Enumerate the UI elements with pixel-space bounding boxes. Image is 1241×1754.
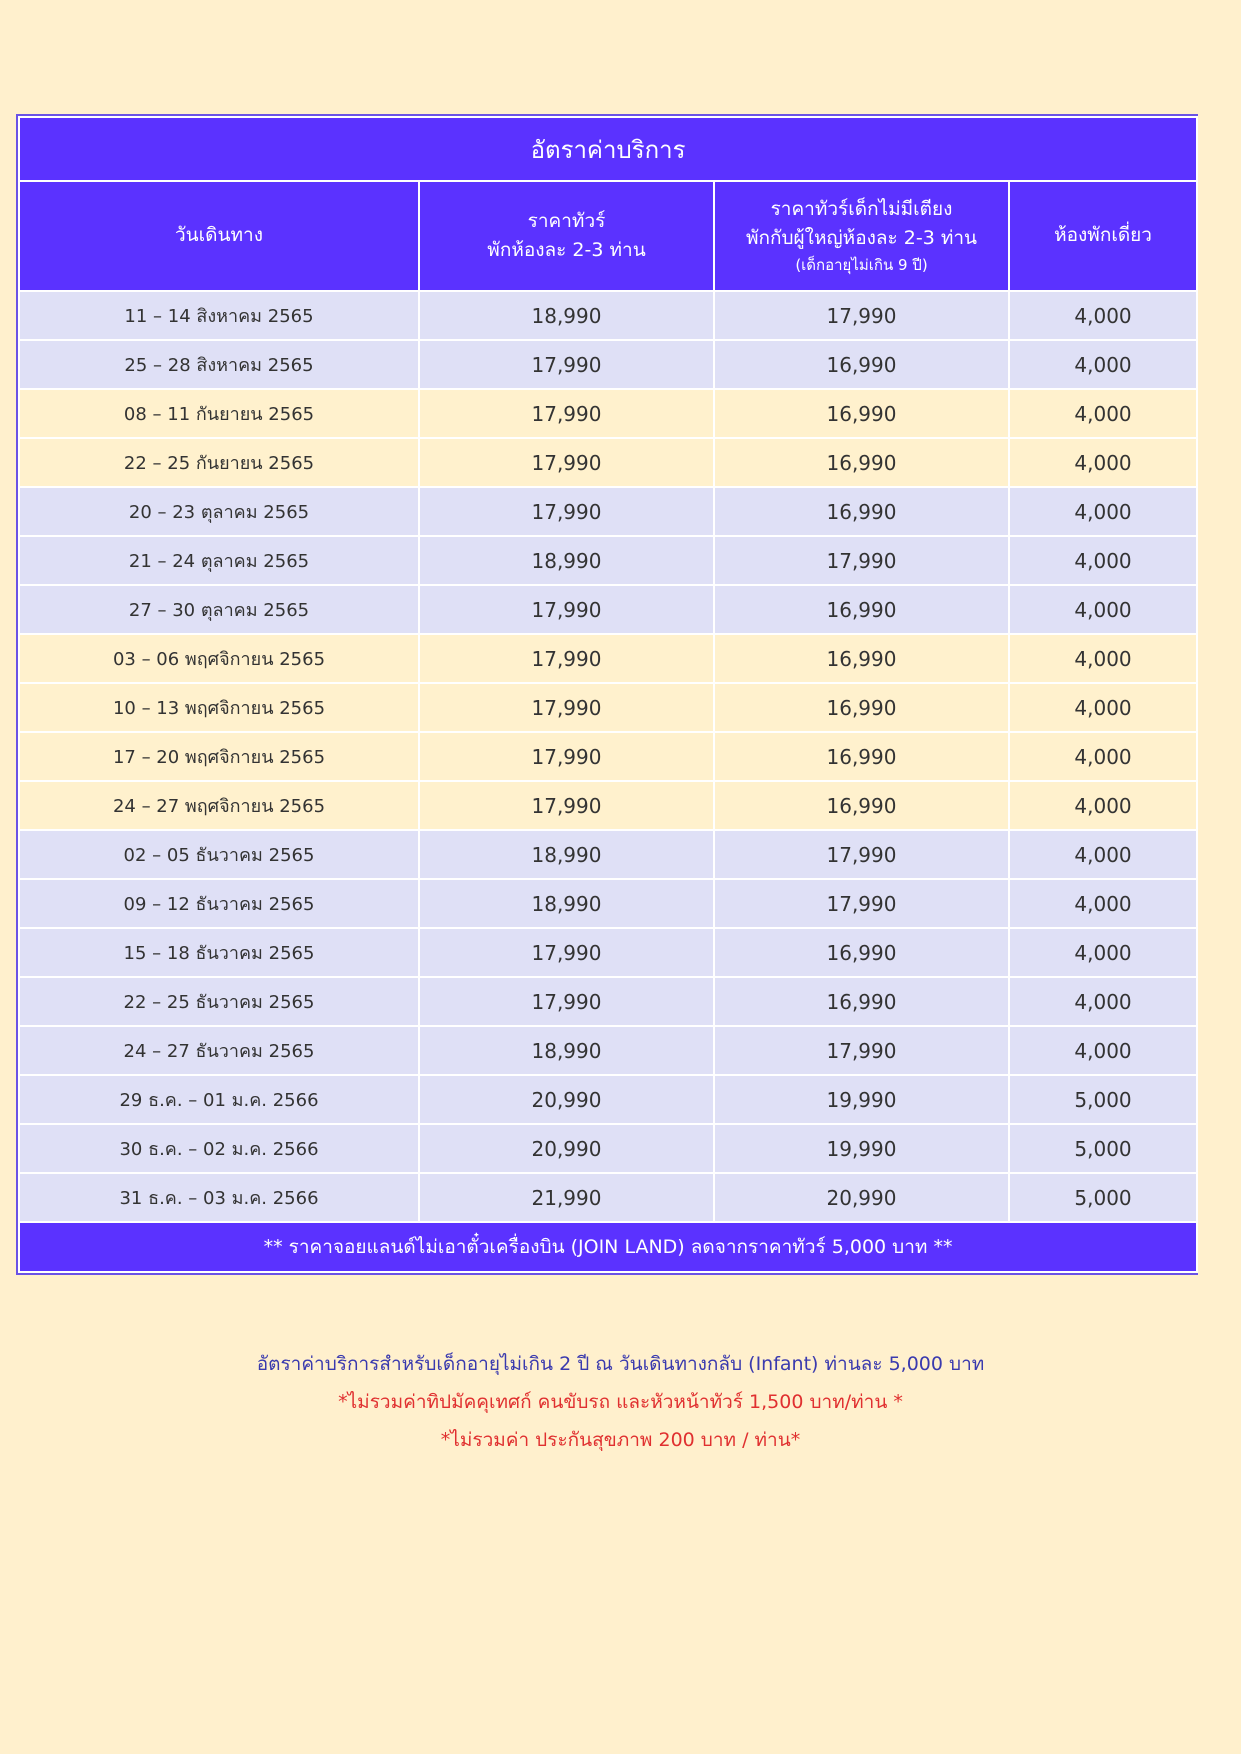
header-adult-line2: พักห้องละ 2-3 ท่าน bbox=[487, 239, 646, 261]
notes-section bbox=[0, 1345, 1241, 1459]
child-price-cell: 16,990 bbox=[714, 438, 1009, 487]
table-row bbox=[19, 1124, 1197, 1173]
single-room-cell: 4,000 bbox=[1009, 487, 1197, 536]
date-cell: 30 ธ.ค. – 02 ม.ค. 2566 bbox=[19, 1124, 419, 1173]
date-cell: 08 – 11 กันยายน 2565 bbox=[19, 389, 419, 438]
header-adult-line1: ราคาทัวร์ bbox=[527, 209, 606, 232]
child-price-cell: 16,990 bbox=[714, 585, 1009, 634]
table-row bbox=[19, 732, 1197, 781]
child-price-cell: 17,990 bbox=[714, 291, 1009, 340]
date-cell: 22 – 25 ธันวาคม 2565 bbox=[19, 977, 419, 1026]
table-row bbox=[19, 879, 1197, 928]
single-room-cell: 4,000 bbox=[1009, 781, 1197, 830]
adult-price-cell: 17,990 bbox=[419, 634, 714, 683]
table-row bbox=[19, 1075, 1197, 1124]
adult-price-cell: 17,990 bbox=[419, 585, 714, 634]
table-title: อัตราค่าบริการ bbox=[19, 117, 1197, 181]
single-room-cell: 5,000 bbox=[1009, 1075, 1197, 1124]
date-cell: 27 – 30 ตุลาคม 2565 bbox=[19, 585, 419, 634]
table-footer-row bbox=[19, 1222, 1197, 1272]
table-row bbox=[19, 389, 1197, 438]
child-price-cell: 17,990 bbox=[714, 879, 1009, 928]
date-cell: 15 – 18 ธันวาคม 2565 bbox=[19, 928, 419, 977]
insurance-exclusion-note: *ไม่รวมค่า ประกันสุขภาพ 200 บาท / ท่าน* bbox=[440, 1429, 801, 1451]
adult-price-cell: 18,990 bbox=[419, 879, 714, 928]
single-room-cell: 5,000 bbox=[1009, 1124, 1197, 1173]
header-date: วันเดินทาง bbox=[19, 181, 419, 291]
date-cell: 20 – 23 ตุลาคม 2565 bbox=[19, 487, 419, 536]
child-price-cell: 16,990 bbox=[714, 781, 1009, 830]
child-price-cell: 17,990 bbox=[714, 536, 1009, 585]
table-body bbox=[19, 291, 1197, 1222]
adult-price-cell: 17,990 bbox=[419, 732, 714, 781]
join-land-note: ** ราคาจอยแลนด์ไม่เอาตั๋วเครื่องบิน (JOIN LAND) ลดจากราคาทัวร์ 5,000 บาท ** bbox=[19, 1222, 1197, 1272]
header-single-room: ห้องพักเดี่ยว bbox=[1009, 181, 1197, 291]
adult-price-cell: 17,990 bbox=[419, 389, 714, 438]
adult-price-cell: 17,990 bbox=[419, 438, 714, 487]
single-room-cell: 4,000 bbox=[1009, 340, 1197, 389]
adult-price-cell: 18,990 bbox=[419, 291, 714, 340]
date-cell: 22 – 25 กันยายน 2565 bbox=[19, 438, 419, 487]
single-room-cell: 4,000 bbox=[1009, 389, 1197, 438]
single-room-cell: 4,000 bbox=[1009, 634, 1197, 683]
table-row bbox=[19, 438, 1197, 487]
header-child-line3: (เด็กอายุไม่เกิน 9 ปี) bbox=[795, 255, 928, 274]
adult-price-cell: 17,990 bbox=[419, 487, 714, 536]
date-cell: 21 – 24 ตุลาคม 2565 bbox=[19, 536, 419, 585]
table-row bbox=[19, 340, 1197, 389]
table-row bbox=[19, 781, 1197, 830]
single-room-cell: 4,000 bbox=[1009, 928, 1197, 977]
tip-exclusion-note: *ไม่รวมค่าทิปมัคคุเทศก์ คนขับรถ และหัวหน้าทัวร์ 1,500 บาท/ท่าน * bbox=[338, 1391, 903, 1413]
child-price-cell: 19,990 bbox=[714, 1075, 1009, 1124]
table-row bbox=[19, 291, 1197, 340]
adult-price-cell: 17,990 bbox=[419, 781, 714, 830]
single-room-cell: 4,000 bbox=[1009, 1026, 1197, 1075]
header-child-line2: พักกับผู้ใหญ่ห้องละ 2-3 ท่าน bbox=[745, 227, 978, 250]
date-cell: 10 – 13 พฤศจิกายน 2565 bbox=[19, 683, 419, 732]
date-cell: 31 ธ.ค. – 03 ม.ค. 2566 bbox=[19, 1173, 419, 1222]
adult-price-cell: 17,990 bbox=[419, 928, 714, 977]
child-price-cell: 16,990 bbox=[714, 389, 1009, 438]
single-room-cell: 4,000 bbox=[1009, 585, 1197, 634]
child-price-cell: 16,990 bbox=[714, 340, 1009, 389]
adult-price-cell: 18,990 bbox=[419, 1026, 714, 1075]
single-room-cell: 4,000 bbox=[1009, 683, 1197, 732]
table-row bbox=[19, 928, 1197, 977]
single-room-cell: 5,000 bbox=[1009, 1173, 1197, 1222]
table-row bbox=[19, 977, 1197, 1026]
date-cell: 11 – 14 สิงหาคม 2565 bbox=[19, 291, 419, 340]
table-title-row bbox=[19, 117, 1197, 181]
adult-price-cell: 21,990 bbox=[419, 1173, 714, 1222]
child-price-cell: 16,990 bbox=[714, 487, 1009, 536]
single-room-cell: 4,000 bbox=[1009, 879, 1197, 928]
single-room-cell: 4,000 bbox=[1009, 830, 1197, 879]
adult-price-cell: 20,990 bbox=[419, 1075, 714, 1124]
date-cell: 24 – 27 พฤศจิกายน 2565 bbox=[19, 781, 419, 830]
table-row bbox=[19, 1173, 1197, 1222]
price-table bbox=[18, 116, 1198, 1273]
child-price-cell: 16,990 bbox=[714, 977, 1009, 1026]
table-row bbox=[19, 634, 1197, 683]
single-room-cell: 4,000 bbox=[1009, 536, 1197, 585]
table-row bbox=[19, 1026, 1197, 1075]
price-table-container bbox=[16, 114, 1198, 1275]
header-adult-price bbox=[419, 181, 714, 291]
child-price-cell: 16,990 bbox=[714, 683, 1009, 732]
single-room-cell: 4,000 bbox=[1009, 732, 1197, 781]
adult-price-cell: 20,990 bbox=[419, 1124, 714, 1173]
table-row bbox=[19, 585, 1197, 634]
header-child-price bbox=[714, 181, 1009, 291]
date-cell: 09 – 12 ธันวาคม 2565 bbox=[19, 879, 419, 928]
infant-price-note: อัตราค่าบริการสำหรับเด็กอายุไม่เกิน 2 ปี ณ วันเดินทางกลับ (Infant) ท่านละ 5,000 บาท bbox=[256, 1353, 985, 1375]
table-row bbox=[19, 487, 1197, 536]
adult-price-cell: 18,990 bbox=[419, 830, 714, 879]
table-header-row bbox=[19, 181, 1197, 291]
child-price-cell: 20,990 bbox=[714, 1173, 1009, 1222]
single-room-cell: 4,000 bbox=[1009, 438, 1197, 487]
child-price-cell: 16,990 bbox=[714, 928, 1009, 977]
child-price-cell: 17,990 bbox=[714, 1026, 1009, 1075]
table-row bbox=[19, 830, 1197, 879]
child-price-cell: 19,990 bbox=[714, 1124, 1009, 1173]
date-cell: 24 – 27 ธันวาคม 2565 bbox=[19, 1026, 419, 1075]
single-room-cell: 4,000 bbox=[1009, 291, 1197, 340]
child-price-cell: 16,990 bbox=[714, 634, 1009, 683]
header-child-line1: ราคาทัวร์เด็กไม่มีเตียง bbox=[770, 197, 953, 220]
adult-price-cell: 18,990 bbox=[419, 536, 714, 585]
adult-price-cell: 17,990 bbox=[419, 977, 714, 1026]
date-cell: 29 ธ.ค. – 01 ม.ค. 2566 bbox=[19, 1075, 419, 1124]
date-cell: 02 – 05 ธันวาคม 2565 bbox=[19, 830, 419, 879]
single-room-cell: 4,000 bbox=[1009, 977, 1197, 1026]
child-price-cell: 17,990 bbox=[714, 830, 1009, 879]
table-row bbox=[19, 683, 1197, 732]
adult-price-cell: 17,990 bbox=[419, 340, 714, 389]
child-price-cell: 16,990 bbox=[714, 732, 1009, 781]
date-cell: 25 – 28 สิงหาคม 2565 bbox=[19, 340, 419, 389]
date-cell: 03 – 06 พฤศจิกายน 2565 bbox=[19, 634, 419, 683]
adult-price-cell: 17,990 bbox=[419, 683, 714, 732]
date-cell: 17 – 20 พฤศจิกายน 2565 bbox=[19, 732, 419, 781]
table-row bbox=[19, 536, 1197, 585]
